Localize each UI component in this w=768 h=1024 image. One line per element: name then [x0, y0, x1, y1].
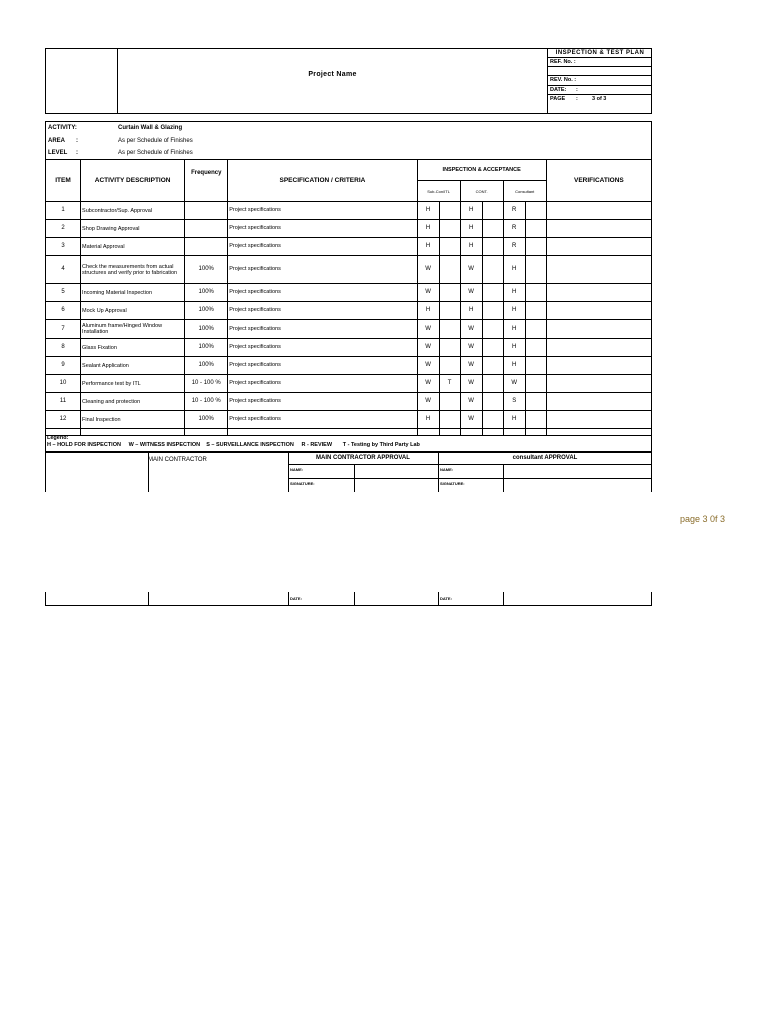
row-contractor-extra [482, 202, 503, 220]
row-frequency: 100% [185, 411, 228, 429]
row-item: 7 [46, 320, 81, 339]
row-description: Glass Fixation [81, 339, 185, 357]
row-subcon: H [417, 220, 439, 238]
row-subcon-extra: T [439, 375, 460, 393]
row-description: Final Inspection [81, 411, 185, 429]
plan-title: INSPECTION & TEST PLAN [548, 49, 652, 58]
row-consultant-extra [525, 357, 546, 375]
row-description: Sealant Application [81, 357, 185, 375]
row-consultant-extra [525, 320, 546, 339]
row-item: 12 [46, 411, 81, 429]
date-row [548, 86, 652, 95]
row-item: 11 [46, 393, 81, 411]
table-row [46, 411, 652, 429]
mc-signature-label: SIGNATURE: [290, 481, 315, 486]
row-description: Performance test by ITL [81, 375, 185, 393]
row-contractor: H [460, 220, 482, 238]
row-specification: Project specifications [228, 357, 417, 375]
row-verification [546, 411, 651, 429]
row-consultant: S [503, 393, 525, 411]
project-name-box [118, 49, 548, 113]
row-verification [546, 375, 651, 393]
cons-signature-label: SIGNATURE: [440, 481, 465, 486]
row-subcon: H [417, 238, 439, 256]
col-sub-header: Sub-Con/ITL [417, 181, 460, 202]
row-frequency [185, 238, 228, 256]
row-subcon: W [417, 320, 439, 339]
row-subcon: H [417, 202, 439, 220]
row-description: Mock Up Approval [81, 302, 185, 320]
table-row [46, 357, 652, 375]
row-contractor-extra [482, 357, 503, 375]
row-consultant: H [503, 302, 525, 320]
table-row [46, 202, 652, 220]
row-subcon-extra [439, 393, 460, 411]
page-value: 3 of 3 [592, 95, 607, 102]
row-subcon-extra [439, 220, 460, 238]
row-consultant: H [503, 320, 525, 339]
row-item: 9 [46, 357, 81, 375]
legend [45, 432, 652, 452]
cons-name-label: NAME: [440, 467, 454, 472]
col-spec-header: SPECIFICATION / CRITERIA [228, 160, 417, 202]
approval-date-row [45, 592, 652, 606]
row-verification [546, 357, 651, 375]
rev-no: REV. No. : [548, 76, 652, 85]
area-colon: : [76, 138, 78, 144]
row-frequency: 100% [185, 302, 228, 320]
row-contractor: W [460, 375, 482, 393]
date-label: DATE: [550, 86, 567, 93]
row-frequency [185, 220, 228, 238]
row-contractor: W [460, 357, 482, 375]
row-subcon-extra [439, 411, 460, 429]
row-verification [546, 302, 651, 320]
row-subcon: W [417, 284, 439, 302]
row-item: 4 [46, 256, 81, 284]
col-insp-header: INSPECTION & ACCEPTANCE [417, 160, 546, 181]
project-name: Project Name [308, 71, 357, 78]
row-consultant-extra [525, 411, 546, 429]
table-row [46, 256, 652, 284]
row-contractor: H [460, 302, 482, 320]
table-row [46, 302, 652, 320]
row-consultant-extra [525, 284, 546, 302]
row-description: Material Approval [81, 238, 185, 256]
row-frequency: 100% [185, 357, 228, 375]
row-frequency: 100% [185, 256, 228, 284]
row-verification [546, 320, 651, 339]
row-consultant-extra [525, 238, 546, 256]
row-specification: Project specifications [228, 375, 417, 393]
level-colon: : [76, 150, 78, 156]
row-frequency: 100% [185, 339, 228, 357]
row-contractor: W [460, 339, 482, 357]
row-verification [546, 220, 651, 238]
row-specification: Project specifications [228, 411, 417, 429]
consultant-approval: consultant APPROVAL [512, 455, 578, 461]
row-frequency [185, 202, 228, 220]
row-description: Subcontractor/Sup. Approval [81, 202, 185, 220]
row-contractor-extra [482, 238, 503, 256]
col-desc-header: ACTIVITY DESCRIPTION [81, 160, 185, 202]
row-subcon-extra [439, 339, 460, 357]
area-value: As per Schedule of Finishes [118, 138, 193, 144]
row-consultant: W [503, 375, 525, 393]
ref-no: REF. No. : [548, 58, 652, 67]
row-verification [546, 238, 651, 256]
row-contractor-extra [482, 220, 503, 238]
row-specification: Project specifications [228, 339, 417, 357]
row-specification: Project specifications [228, 393, 417, 411]
row-consultant: H [503, 256, 525, 284]
row-contractor: H [460, 202, 482, 220]
col-cons-header: Consultant [503, 181, 546, 202]
row-description: Cleaning and protection [81, 393, 185, 411]
row-frequency: 10 - 100 % [185, 375, 228, 393]
row-specification: Project specifications [228, 220, 417, 238]
row-subcon: W [417, 357, 439, 375]
row-consultant-extra [525, 202, 546, 220]
table-row [46, 220, 652, 238]
row-contractor: W [460, 393, 482, 411]
row-item: 5 [46, 284, 81, 302]
row-item: 10 [46, 375, 81, 393]
level-value: As per Schedule of Finishes [118, 150, 193, 156]
page-number-footer: page 3 0f 3 [680, 514, 726, 524]
approval-block [45, 452, 652, 492]
row-frequency: 10 - 100 % [185, 393, 228, 411]
row-specification: Project specifications [228, 202, 417, 220]
row-specification: Project specifications [228, 302, 417, 320]
row-contractor-extra [482, 256, 503, 284]
row-subcon-extra [439, 320, 460, 339]
row-contractor-extra [482, 375, 503, 393]
row-verification [546, 339, 651, 357]
row-consultant: H [503, 357, 525, 375]
mc-date-label: DATE: [290, 596, 302, 601]
date-colon: : [576, 86, 578, 93]
row-subcon: H [417, 411, 439, 429]
row-consultant: R [503, 238, 525, 256]
table-row [46, 284, 652, 302]
blank-meta-row [548, 67, 652, 76]
table-row [46, 238, 652, 256]
table-row [46, 375, 652, 393]
row-description: Shop Drawing Approval [81, 220, 185, 238]
row-description: Incoming Material Inspection [81, 284, 185, 302]
row-item: 3 [46, 238, 81, 256]
row-contractor-extra [482, 284, 503, 302]
row-specification: Project specifications [228, 284, 417, 302]
row-verification [546, 256, 651, 284]
row-consultant-extra [525, 302, 546, 320]
row-contractor: W [460, 411, 482, 429]
row-item: 8 [46, 339, 81, 357]
row-specification: Project specifications [228, 238, 417, 256]
legend-text: H – HOLD FOR INSPECTION W – WITNESS INSPECTION S – SURVEILLANCE INSPECTION R - REVIEW T - Testing by Third Party Lab [47, 442, 420, 448]
page-colon: : [576, 95, 578, 102]
area-label: AREA [48, 138, 66, 144]
row-consultant: H [503, 339, 525, 357]
row-consultant: H [503, 411, 525, 429]
row-contractor-extra [482, 411, 503, 429]
col-verif-header: VERIFICATIONS [546, 160, 651, 202]
activity-value: Curtain Wall & Glazing [118, 125, 183, 131]
row-subcon-extra [439, 238, 460, 256]
table-row [46, 393, 652, 411]
row-subcon: W [417, 256, 439, 284]
row-contractor: W [460, 284, 482, 302]
row-verification [546, 202, 651, 220]
legend-title: Legend: [47, 435, 69, 441]
row-contractor-extra [482, 320, 503, 339]
row-description: Aluminum frame/Hinged Window Installation [81, 320, 185, 339]
itp-table [45, 159, 652, 436]
cons-date-label: DATE: [440, 596, 452, 601]
plan-meta [548, 49, 652, 113]
row-contractor: H [460, 238, 482, 256]
table-row [46, 320, 652, 339]
main-contractor-label: MAIN CONTRACTOR [148, 457, 207, 463]
row-item: 2 [46, 220, 81, 238]
col-cont-header: CONT. [460, 181, 503, 202]
row-item: 6 [46, 302, 81, 320]
row-consultant-extra [525, 393, 546, 411]
row-contractor: W [460, 320, 482, 339]
row-consultant-extra [525, 256, 546, 284]
row-consultant-extra [525, 220, 546, 238]
row-subcon-extra [439, 256, 460, 284]
activity-label: ACTIVITY: [48, 125, 77, 131]
page-label: PAGE [550, 95, 566, 102]
row-consultant-extra [525, 339, 546, 357]
main-contractor-approval: MAIN CONTRACTOR APPROVAL [316, 455, 410, 461]
row-item: 1 [46, 202, 81, 220]
row-subcon-extra [439, 202, 460, 220]
logo-box [46, 49, 118, 113]
row-contractor-extra [482, 393, 503, 411]
row-consultant-extra [525, 375, 546, 393]
row-consultant: R [503, 220, 525, 238]
row-subcon-extra [439, 302, 460, 320]
col-item-header: ITEM [46, 160, 81, 202]
page-row [548, 95, 652, 104]
activity-block [45, 121, 652, 159]
row-consultant: H [503, 284, 525, 302]
row-verification [546, 393, 651, 411]
row-contractor-extra [482, 339, 503, 357]
row-consultant: R [503, 202, 525, 220]
row-subcon: W [417, 375, 439, 393]
row-subcon-extra [439, 357, 460, 375]
row-frequency: 100% [185, 284, 228, 302]
row-contractor-extra [482, 302, 503, 320]
level-label: LEVEL [48, 150, 68, 156]
table-row [46, 339, 652, 357]
row-subcon: W [417, 393, 439, 411]
row-description: Check the measurements from actual structures and verify prior to fabrication [81, 256, 185, 284]
row-subcon: H [417, 302, 439, 320]
row-subcon: W [417, 339, 439, 357]
row-contractor: W [460, 256, 482, 284]
mc-name-label: NAME: [290, 467, 304, 472]
document-header [45, 48, 652, 114]
col-freq-header: Frequency [185, 160, 228, 202]
row-verification [546, 284, 651, 302]
row-specification: Project specifications [228, 320, 417, 339]
row-frequency: 100% [185, 320, 228, 339]
row-subcon-extra [439, 284, 460, 302]
row-specification: Project specifications [228, 256, 417, 284]
